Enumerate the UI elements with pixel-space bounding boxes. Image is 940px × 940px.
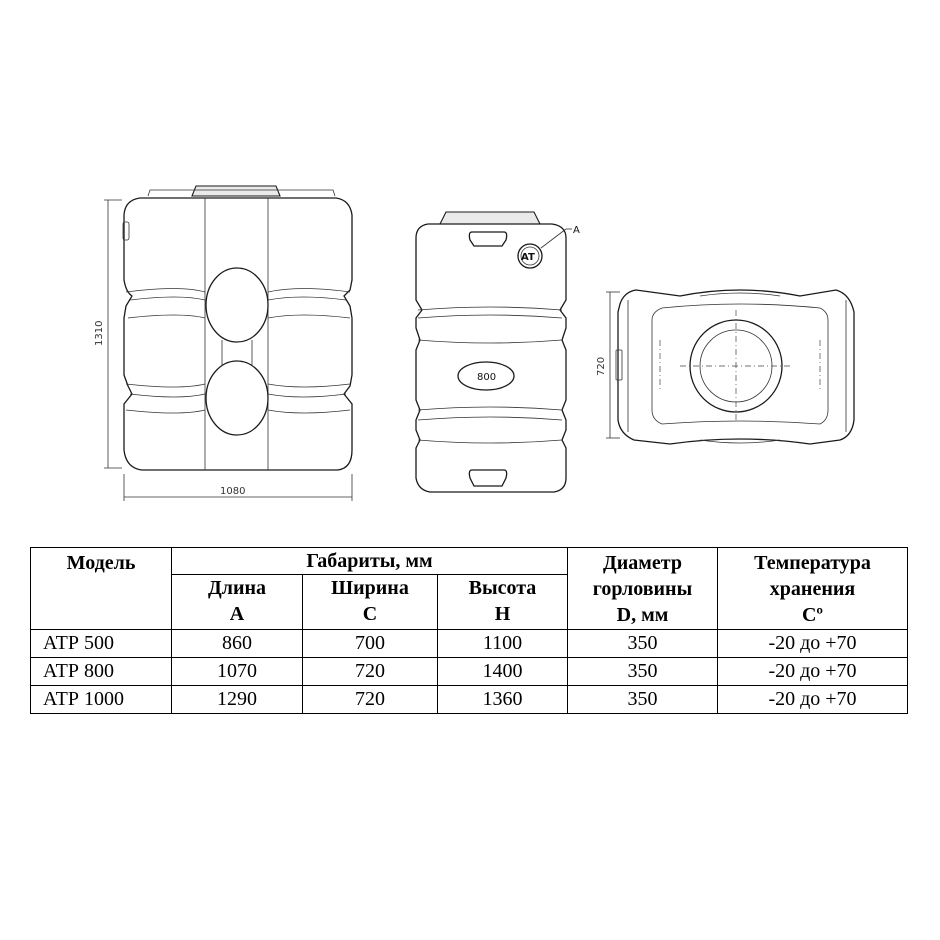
cell-diameter: 350	[568, 686, 718, 714]
cell-length: 1290	[172, 686, 303, 714]
cell-model: АТР 1000	[31, 686, 172, 714]
header-height-symbol: H	[494, 603, 511, 625]
header-row-1	[31, 548, 908, 575]
header-length-symbol: A	[229, 603, 245, 625]
header-model: Модель	[31, 548, 172, 630]
header-width-symbol: C	[362, 603, 378, 625]
table-row	[31, 630, 908, 658]
header-temp-line3: Cº	[801, 604, 824, 626]
header-width-label: Ширина	[331, 577, 409, 599]
model-badge-label: 800	[477, 372, 497, 383]
header-diameter	[568, 548, 718, 630]
cell-length: 1070	[172, 658, 303, 686]
cell-temperature: -20 до +70	[718, 658, 908, 686]
header-height	[438, 575, 568, 630]
cell-model: АТР 500	[31, 630, 172, 658]
header-dimensions: Габариты, мм	[172, 548, 568, 575]
height-dimension-label: 1310	[94, 320, 105, 346]
detail-marker-a: A	[573, 225, 580, 236]
cell-height: 1360	[438, 686, 568, 714]
header-diameter-line2: горловины	[592, 578, 693, 600]
cell-temperature: -20 до +70	[718, 686, 908, 714]
length-dimension-label: 1080	[220, 486, 246, 497]
header-height-label: Высота	[468, 577, 537, 599]
cell-width: 720	[303, 686, 438, 714]
cell-width: 720	[303, 658, 438, 686]
header-diameter-line1: Диаметр	[603, 552, 682, 574]
cell-length: 860	[172, 630, 303, 658]
header-length	[172, 575, 303, 630]
table-row	[31, 658, 908, 686]
brand-logo-text: AT	[521, 252, 535, 263]
cell-diameter: 350	[568, 658, 718, 686]
width-dimension-label: 720	[596, 356, 607, 376]
cell-height: 1100	[438, 630, 568, 658]
header-temp-line1: Температура	[754, 552, 871, 574]
cell-height: 1400	[438, 658, 568, 686]
front-view	[94, 186, 352, 501]
cell-width: 700	[303, 630, 438, 658]
header-temperature	[718, 548, 908, 630]
cell-model: АТР 800	[31, 658, 172, 686]
side-view	[416, 212, 580, 492]
top-view	[596, 290, 854, 444]
header-diameter-line3: D, мм	[616, 604, 669, 626]
cell-temperature: -20 до +70	[718, 630, 908, 658]
table-row	[31, 686, 908, 714]
header-length-label: Длина	[207, 577, 267, 599]
header-width	[303, 575, 438, 630]
header-temp-line2: хранения	[769, 578, 856, 600]
cell-diameter: 350	[568, 630, 718, 658]
specifications-table	[30, 547, 908, 714]
